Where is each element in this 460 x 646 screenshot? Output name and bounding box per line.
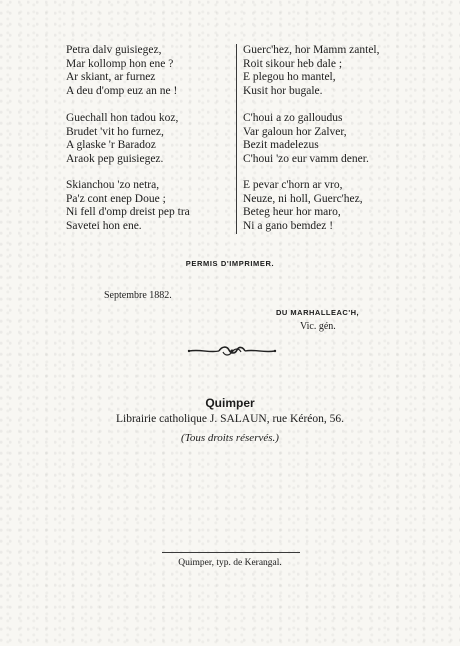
verse-line: Neuze, ni holl, Guerc'hez, — [243, 192, 363, 205]
verse-line: Ni fell d'omp dreist pep tra — [66, 206, 190, 218]
verse-line: Ar skiant, ar furnez — [66, 71, 156, 83]
footer-divider — [162, 552, 300, 553]
signatory-title: Vic. gén. — [300, 321, 336, 332]
verse-line: Savetei hon ene. — [66, 219, 142, 232]
verse-line: A deu d'omp euz an ne ! — [66, 84, 178, 97]
verse-line: Brudet 'vit ho furnez, — [66, 125, 164, 138]
verse-line: Beteg heur hor maro, — [243, 206, 341, 218]
left-stanza-2 — [66, 112, 178, 166]
left-stanza-1 — [66, 44, 177, 98]
verse-line: Ni a gano bemdez ! — [243, 219, 334, 232]
verse-line: Mar kollomp hon ene ? — [66, 57, 174, 70]
verse-line: E plegou ho mantel, — [243, 71, 336, 83]
verse-line: Pa'z cont enep Doue ; — [66, 192, 166, 205]
right-stanza-3 — [243, 179, 363, 233]
verse-line: C'houi 'zo eur vamm dener. — [243, 152, 369, 165]
rights-notice: (Tous droits réservés.) — [181, 432, 279, 444]
verse-line: A glaske 'r Baradoz — [66, 139, 156, 151]
imprimatur-date: Septembre 1882. — [104, 290, 172, 301]
verse-line: Roit sikour heb dale ; — [243, 57, 343, 70]
decorative-ornament-icon — [187, 344, 277, 358]
left-stanza-3 — [66, 179, 190, 233]
right-stanza-1 — [243, 44, 380, 98]
printer-line: Quimper, typ. de Kerangal. — [178, 558, 282, 568]
verse-line: Petra dalv guisiegez, — [66, 44, 162, 56]
verse-line: Guechall hon tadou koz, — [66, 112, 179, 124]
permis-heading: PERMIS D'IMPRIMER. — [185, 259, 275, 268]
signatory-name: DU MARHALLEAC'H, — [276, 308, 360, 317]
publisher-address: Librairie catholique J. SALAUN, rue Kéréon, 56. — [115, 413, 345, 425]
verse-line: Guerc'hez, hor Mamm zantel, — [243, 44, 380, 56]
verse-line: Kusit hor bugale. — [243, 84, 323, 97]
verse-line: Skianchou 'zo netra, — [66, 179, 160, 191]
verse-line: Var galoun hor Zalver, — [243, 125, 347, 138]
column-divider — [236, 44, 237, 234]
right-stanza-2 — [243, 112, 369, 166]
verse-line: Bezit madelezus — [243, 139, 319, 151]
publisher-city: Quimper — [205, 396, 255, 410]
verse-line: C'houi a zo galloudus — [243, 112, 343, 124]
verse-line: Araok pep guisiegez. — [66, 152, 164, 165]
verse-line: E pevar c'horn ar vro, — [243, 179, 343, 191]
